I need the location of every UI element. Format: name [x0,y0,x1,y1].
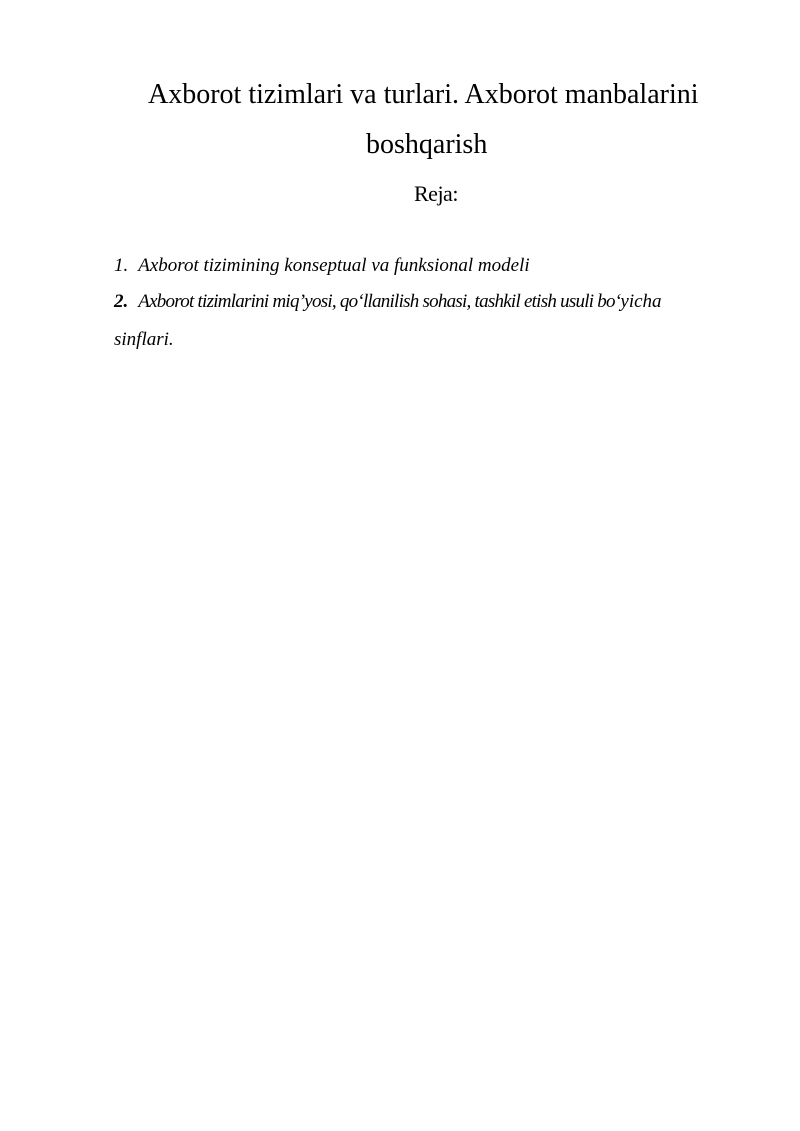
plan-item-2-text: Axborot tizimlarini miq’yosi, qo‘llanilish sohasi, tashkil etish usuli bo‘ [138,291,621,312]
plan-item-1 [114,254,530,278]
document-title-line-1: Axborot tizimlari va turlari. Axborot manbalarini [148,79,699,110]
plan-heading: Reja: [414,181,458,206]
plan-item-1-text: Axborot tizimining konseptual va funksional modeli [138,255,530,276]
plan-item-2-continuation: sinflari. [114,329,174,350]
plan-item-2 [114,290,662,314]
plan-item-2-number: 2. [114,291,129,312]
document-title-line-2: boshqarish [366,129,488,160]
plan-item-2-text-tail: yicha [620,291,662,312]
plan-item-1-number: 1. [114,255,129,276]
